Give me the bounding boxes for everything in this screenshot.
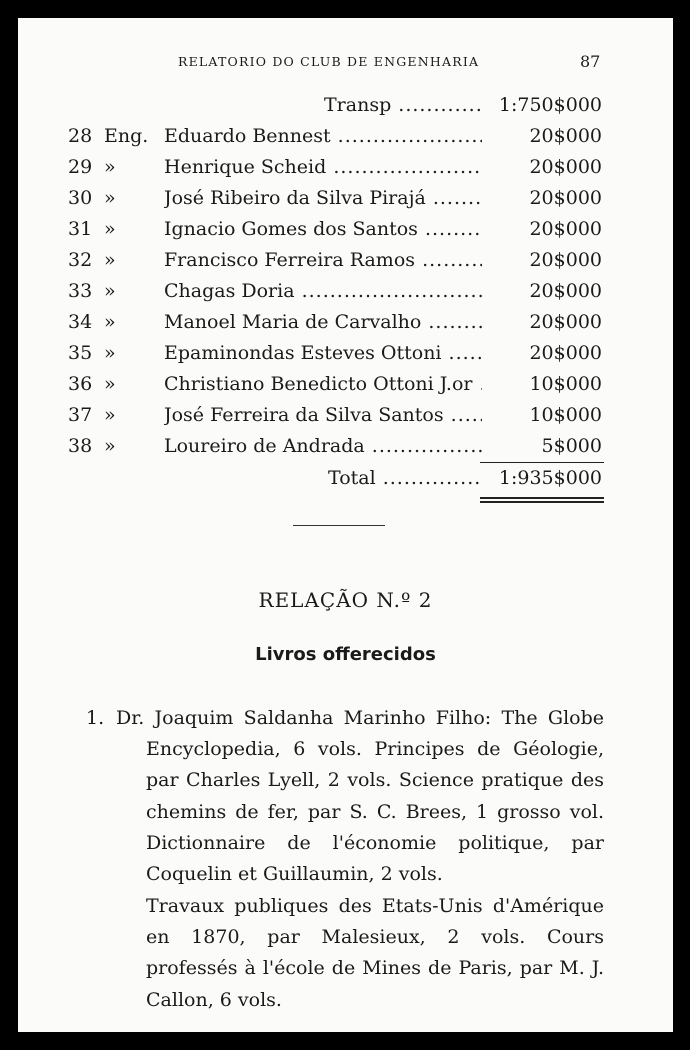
entry-paragraph: Travaux publiques des Etats-Unis d'Amérique en 1870, par Malesieux, 2 vols. Cours professés à l'école de Mines de Paris, par M. J. Callon, 6 vols. [146, 895, 604, 1011]
subscriber-row [18, 276, 673, 307]
subscriber-name: Epaminondas Esteves Ottoni ..... [164, 338, 482, 369]
row-title: Eng. [104, 125, 149, 147]
row-amount: 10$000 [529, 404, 602, 426]
row-number: 33 [68, 280, 93, 302]
row-number: 34 [68, 311, 93, 333]
total-amount: 1:935$000 [498, 467, 602, 489]
section-title: RELAÇÃO N.º 2 [258, 588, 433, 612]
row-title: » [104, 280, 116, 302]
row-amount: 20$000 [529, 249, 602, 271]
transport-label: Transp ..... [324, 90, 482, 121]
running-title: RELATORIO DO CLUB DE ENGENHARIA [178, 54, 480, 69]
row-amount: 10$000 [529, 373, 602, 395]
subscriber-row [18, 214, 673, 245]
row-number: 38 [68, 435, 93, 457]
total-label: Total ..... [328, 463, 482, 494]
row-amount: 20$000 [529, 280, 602, 302]
row-amount: 20$000 [529, 156, 602, 178]
subscriber-name: Henrique Scheid ..... [164, 152, 482, 183]
subscriber-row [18, 400, 673, 431]
subscriber-row [18, 369, 673, 400]
double-rule-top [480, 497, 604, 499]
total-row [18, 463, 673, 494]
row-number: 28 [68, 125, 93, 147]
row-title: » [104, 404, 116, 426]
subscriber-name: Eduardo Bennest ..... [164, 121, 482, 152]
section-separator [293, 525, 385, 526]
row-title: » [104, 187, 116, 209]
page-header [18, 52, 673, 76]
book-page [18, 18, 673, 1032]
row-amount: 20$000 [529, 187, 602, 209]
subscriber-name: Chagas Doria ..... [164, 276, 482, 307]
row-title: » [104, 435, 116, 457]
entry-number: 1. [86, 707, 105, 729]
double-rule-bottom [480, 501, 604, 503]
row-title: » [104, 156, 116, 178]
subscriber-row [18, 121, 673, 152]
row-number: 29 [68, 156, 93, 178]
row-title: » [104, 218, 116, 240]
row-amount: 20$000 [529, 218, 602, 240]
row-number: 37 [68, 404, 93, 426]
row-amount: 5$000 [541, 435, 602, 457]
subscriber-row [18, 431, 673, 462]
subscriber-name: José Ribeiro da Silva Pirajá ..... [164, 183, 482, 214]
subscriber-row [18, 152, 673, 183]
row-number: 32 [68, 249, 93, 271]
section-subtitle: Livros offerecidos [255, 644, 436, 665]
subscriber-row [18, 307, 673, 338]
row-title: » [104, 249, 116, 271]
subscriber-name: Manoel Maria de Carvalho ..... [164, 307, 482, 338]
subscriber-row [18, 338, 673, 369]
subscriber-name: Loureiro de Andrada ..... [164, 431, 482, 462]
entry-paragraph: Dr. Joaquim Saldanha Marinho Filho: The Globe Encyclopedia, 6 vols. Principes de Géologie, par Charles Lyell, 2 vols. Science pratique des chemins de fer, par S. C. Brees, 1 grosso vol. Dictionnaire de l'économie politique, par Coquelin et Guillaumin, 2 vols. [116, 707, 604, 886]
subscriber-name: Ignacio Gomes dos Santos ..... [164, 214, 482, 245]
transport-row [18, 90, 673, 121]
row-number: 30 [68, 187, 93, 209]
row-number: 31 [68, 218, 93, 240]
row-title: » [104, 373, 116, 395]
row-amount: 20$000 [529, 311, 602, 333]
transport-amount: 1:750$000 [498, 94, 602, 116]
page-number: 87 [580, 52, 601, 71]
subscriber-name: Christiano Benedicto Ottoni J.or ..... [164, 369, 482, 400]
row-number: 36 [68, 373, 93, 395]
subscriber-name: Francisco Ferreira Ramos ..... [164, 245, 482, 276]
row-title: » [104, 311, 116, 333]
subscriber-name: José Ferreira da Silva Santos ..... [164, 400, 482, 431]
subscriber-row [18, 183, 673, 214]
row-title: » [104, 342, 116, 364]
subscriber-row [18, 245, 673, 276]
row-number: 35 [68, 342, 93, 364]
row-amount: 20$000 [529, 125, 602, 147]
row-amount: 20$000 [529, 342, 602, 364]
